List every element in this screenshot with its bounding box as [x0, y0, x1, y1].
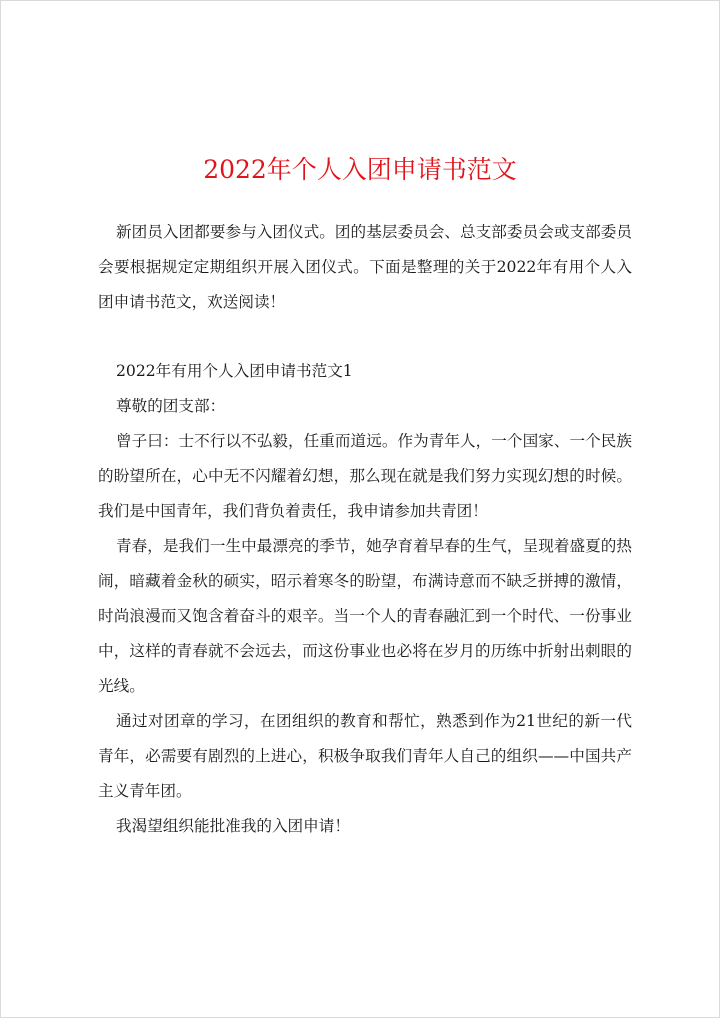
closing-paragraph: 我渴望组织能批准我的入团申请！: [116, 817, 350, 835]
document-title: 2022年个人入团申请书范文: [203, 155, 517, 184]
intro-paragraph: 新团员入团都要参与入团仪式。团的基层委员会、总支部委员会或支部委员会要根据规定定期组织开展入团仪式。下面是整理的关于2022年有用个人入团申请书范文，欢送阅读！: [98, 223, 632, 311]
body-paragraph: 曾子曰：士不行以不弘毅，任重而道远。作为青年人，一个国家、一个民族的盼望所在，心中无不闪耀着幻想，那么现在就是我们努力实现幻想的时候。我们是中国青年，我们背负着责任，我申请参加共青团！: [98, 432, 632, 520]
body-paragraph: 通过对团章的学习，在团组织的教育和帮忙，熟悉到作为21世纪的新一代青年，必需要有剧烈的上进心，积极争取我们青年人自己的组织——中国共产主义青年团。: [98, 712, 632, 800]
section-heading: 2022年有用个人入团申请书范文1: [116, 362, 353, 380]
document-body: [98, 215, 632, 844]
body-paragraph: 青春，是我们一生中最漂亮的季节，她孕育着早春的生气，呈现着盛夏的热闹，暗藏着金秋的硕实，昭示着寒冬的盼望，布满诗意而不缺乏拼搏的激情，时尚浪漫而又饱含着奋斗的艰辛。当一个人的青春融汇到一个时代、一份事业中，这样的青春就不会远去，而这份事业也必将在岁月的历练中折射出刺眼的光线。: [98, 537, 632, 695]
salutation: 尊敬的团支部：: [116, 397, 226, 415]
